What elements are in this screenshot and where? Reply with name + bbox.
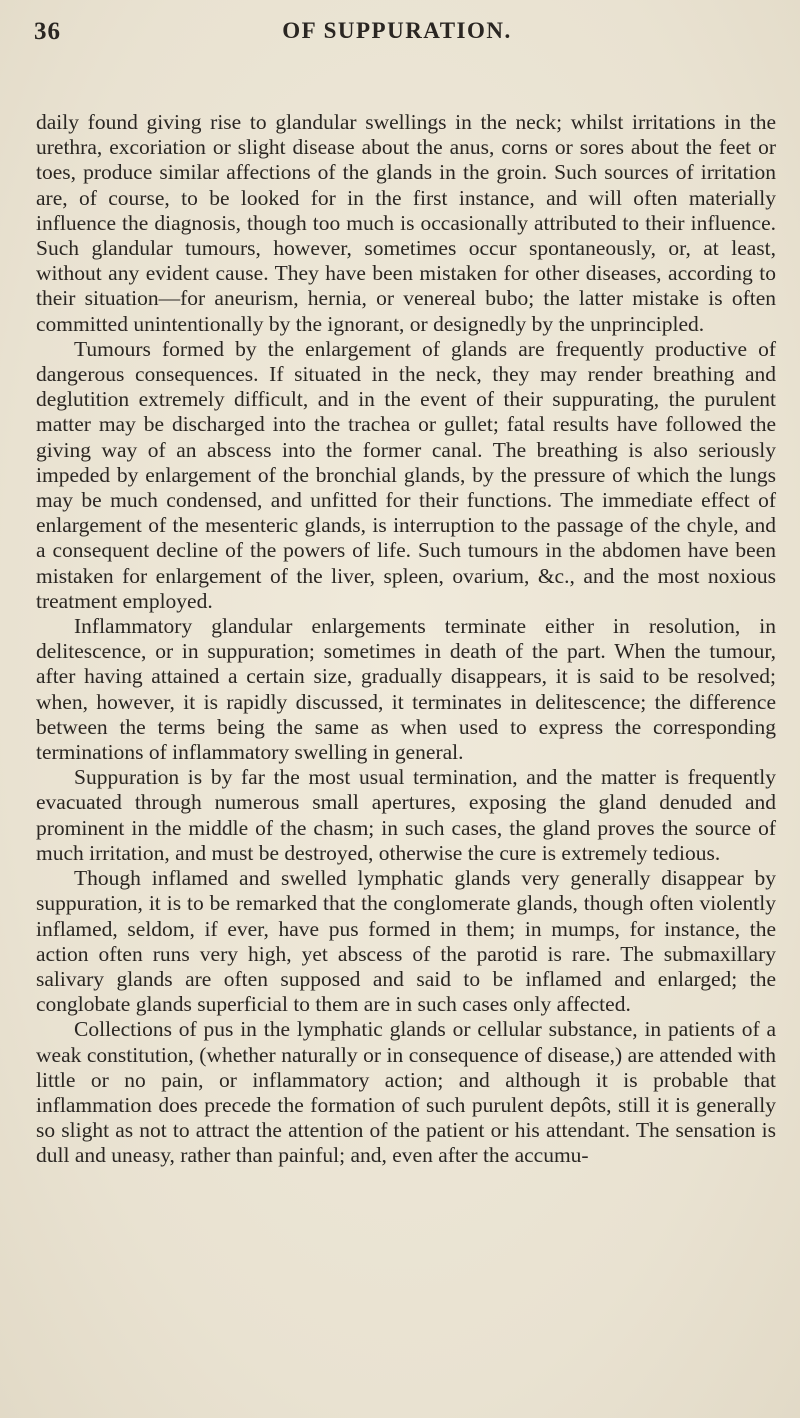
running-head [34,16,760,52]
running-title: OF SUPPURATION. [282,18,512,43]
page-number: 36 [34,18,61,45]
paragraph-4: Suppuration is by far the most usual termination, and the matter is frequently evacuated through numerous small apertures, exposing the gland denuded and prominent in the middle of the chasm; in such cases, the gland proves the source of much irritation, and must be destroyed, otherwise the cure is extremely tedious. [36,765,776,865]
paragraph-2: Tumours formed by the enlargement of glands are frequently productive of dangerous consequences. If situated in the neck, they may render breathing and deglutition extremely difficult, and in the event of their suppurating, the purulent matter may be discharged into the trachea or gullet; fatal results have followed the giving way of an abscess into the former canal. The breathing is also seriously impeded by enlargement of the bronchial glands, by the pressure of which the lungs may be much condensed, and unfitted for their functions. The immediate effect of enlargement of the mesenteric glands, is interruption to the passage of the chyle, and a consequent decline of the powers of life. Such tumours in the abdomen have been mistaken for enlargement of the liver, spleen, ovarium, &c., and the most noxious treatment employed. [36,336,776,613]
paragraph-3: Inflammatory glandular enlargements terminate either in resolution, in delitescence, or in suppuration; sometimes in death of the part. When the tumour, after having attained a certain size, gradually disappears, it is said to be resolved; when, however, it is rapidly discussed, it terminates in delitescence; the difference between the terms being the same as when used to express the corresponding terminations of inflammatory swelling in general. [36,614,776,765]
paragraph-6: Collections of pus in the lymphatic glands or cellular substance, in patients of a weak constitution, (whether naturally or in consequence of disease,) are attended with little or no pain, or inflammatory action; and although it is probable that inflammation does precede the formation of such purulent depôts, still it is generally so slight as not to attract the attention of the patient or his attendant. The sensation is dull and uneasy, rather than painful; and, even after the accumu- [36,1017,776,1168]
body-text [36,110,776,1169]
paragraph-1: daily found giving rise to glandular swellings in the neck; whilst irritations in the urethra, excoriation or slight disease about the anus, corns or sores about the feet or toes, produce similar affections of the glands in the groin. Such sources of irritation are, of course, to be looked for in the first instance, and will often materially influence the diagnosis, though too much is occasionally attributed to their influence. Such glandular tumours, however, sometimes occur spontaneously, or, at least, without any evident cause. They have been mistaken for other diseases, according to their situation—for aneurism, hernia, or venereal bubo; the latter mistake is often committed unintentionally by the ignorant, or designedly by the unprincipled. [36,110,776,336]
paragraph-5: Though inflamed and swelled lymphatic glands very generally disappear by suppuration, it is to be remarked that the conglomerate glands, though often violently inflamed, seldom, if ever, have pus formed in them; in mumps, for instance, the action often runs very high, yet abscess of the parotid is rare. The submaxillary salivary glands are often supposed and said to be inflamed and enlarged; the conglobate glands superficial to them are in such cases only affected. [36,866,776,1017]
